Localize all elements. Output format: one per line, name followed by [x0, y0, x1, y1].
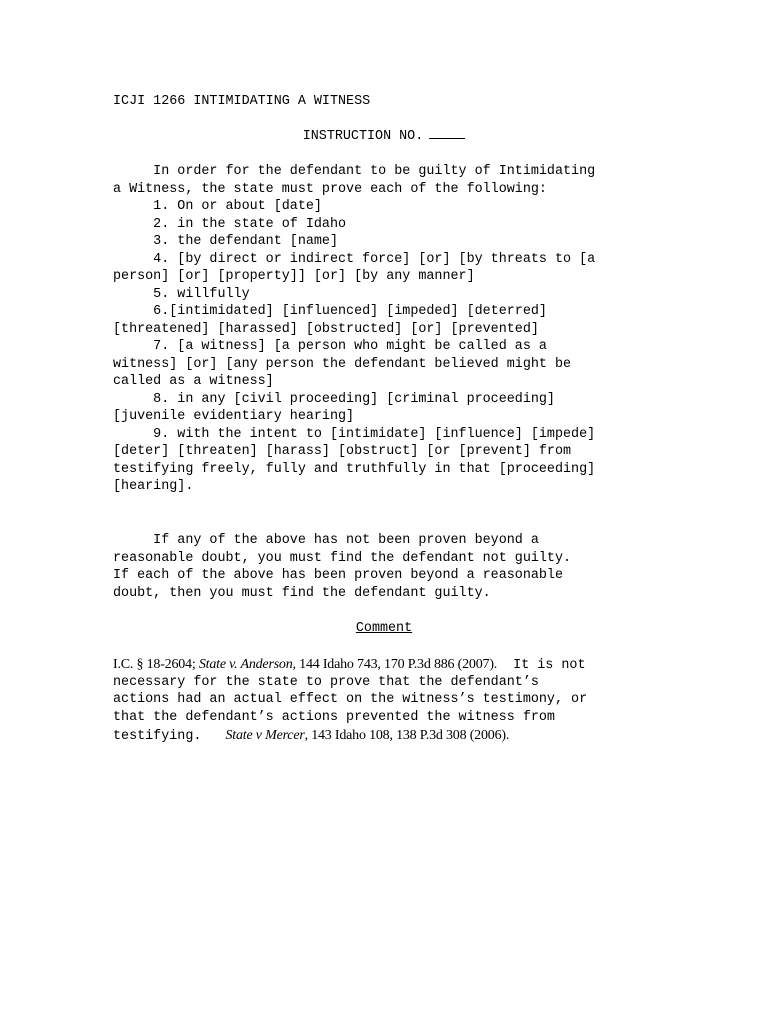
element-line: called as a witness] [113, 374, 274, 389]
element-line: 2. in the state of Idaho [113, 216, 347, 232]
element-line: 7. [a witness] [a person who might be called as a [113, 339, 547, 354]
element-line: 6.[intimidated] [influenced] [impeded] [deterred] [113, 304, 547, 319]
element-line: 1. On or about [date] [113, 199, 322, 214]
comment-heading: Comment [355, 621, 413, 636]
conclusion-line: reasonable doubt, you must find the defendant not guilty. [113, 550, 572, 566]
element-line: [juvenile evidentiary hearing] [113, 409, 355, 424]
case-name: State v Mercer [225, 728, 305, 743]
comment-line: that the defendant’s actions prevented the witness from [113, 709, 555, 725]
instruction-label: INSTRUCTION NO. [302, 129, 424, 144]
case-citation: , 143 Idaho 108, 138 P.3d 308 (2006). [304, 728, 510, 743]
conclusion-line: If each of the above has been proven beyond a reasonable [113, 568, 563, 583]
element-line: 5. willfully [113, 286, 250, 302]
element-line: 4. [by direct or indirect force] [or] [by threats to [a [113, 251, 596, 267]
conclusion-line: If any of the above has not been proven beyond a [113, 533, 539, 548]
element-line: [hearing]. [113, 479, 194, 494]
instruction-number-blank [429, 137, 465, 139]
element-line: testifying freely, fully and truthfully in that [proceeding] [113, 461, 596, 477]
conclusion-line: doubt, then you must find the defendant guilty. [113, 585, 491, 601]
element-line: witness] [or] [any person the defendant believed might be [113, 356, 572, 372]
element-line: 9. with the intent to [intimidate] [influence] [impede] [113, 426, 596, 442]
statute-citation: I.C. § 18-2604; [113, 657, 199, 672]
comment-line [113, 727, 509, 746]
element-line: [threatened] [harassed] [obstructed] [or] [prevented] [113, 321, 539, 337]
intro-line: In order for the defendant to be guilty of Intimidating [113, 164, 596, 179]
case-name: State v. Anderson [198, 657, 293, 672]
comment-line: actions had an actual effect on the witness’s testimony, or [113, 692, 588, 707]
comment-text: It is not [497, 658, 586, 673]
element-line: person] [or] [property]] [or] [by any manner] [113, 269, 475, 284]
comment-line: necessary for the state to prove that the defendant’s [113, 674, 539, 690]
comment-line [113, 656, 586, 675]
instruction-number-line [0, 128, 768, 146]
comment-text: testifying. [113, 729, 226, 744]
element-line: 3. the defendant [name] [113, 234, 338, 249]
element-line: [deter] [threaten] [harass] [obstruct] [or [prevent] from [113, 444, 572, 459]
intro-line: a Witness, the state must prove each of the following: [113, 181, 547, 197]
document-title: ICJI 1266 INTIMIDATING A WITNESS [113, 94, 371, 109]
case-citation: , 144 Idaho 743, 170 P.3d 886 (2007). [292, 657, 498, 672]
element-line: 8. in any [civil proceeding] [criminal proceeding] [113, 391, 555, 407]
